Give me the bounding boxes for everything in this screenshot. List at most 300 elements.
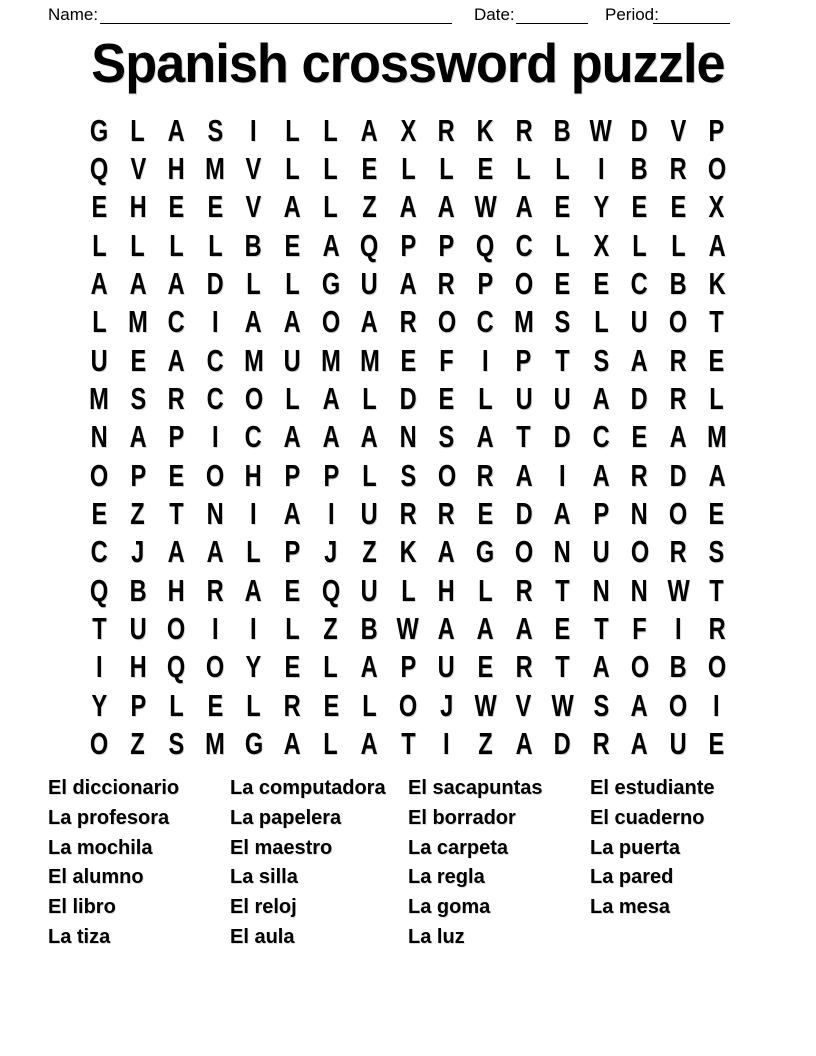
grid-letter: U bbox=[283, 342, 301, 378]
grid-letter-cell bbox=[620, 379, 659, 417]
grid-letter: I bbox=[96, 649, 103, 685]
word-item: La mochila bbox=[48, 836, 153, 859]
grid-letter-cell bbox=[698, 379, 737, 417]
grid-letter-cell bbox=[582, 188, 621, 226]
grid-letter: A bbox=[245, 304, 263, 340]
grid-letter: S bbox=[130, 381, 146, 417]
grid-letter: L bbox=[169, 687, 184, 723]
grid-letter-cell bbox=[80, 226, 119, 264]
grid-letter: R bbox=[399, 304, 417, 340]
word-item: La silla bbox=[230, 866, 298, 889]
grid-letter: P bbox=[400, 649, 416, 685]
grid-letter: H bbox=[438, 572, 456, 608]
grid-letter: I bbox=[250, 611, 257, 647]
grid-letter: L bbox=[285, 611, 300, 647]
grid-letter: W bbox=[396, 611, 420, 647]
grid-letter-cell bbox=[620, 149, 659, 187]
grid-letter-cell bbox=[80, 188, 119, 226]
grid-letter-cell bbox=[234, 571, 273, 609]
grid-letter-cell bbox=[620, 609, 659, 647]
grid-letter: D bbox=[631, 112, 649, 148]
grid-letter-cell bbox=[620, 725, 659, 763]
grid-letter: L bbox=[92, 227, 107, 263]
grid-letter-cell bbox=[659, 456, 698, 494]
grid-letter: L bbox=[285, 112, 300, 148]
grid-letter: M bbox=[321, 342, 341, 378]
grid-letter-cell bbox=[196, 648, 235, 686]
grid-letter: C bbox=[476, 304, 494, 340]
grid-letter: W bbox=[551, 687, 574, 723]
grid-letter: O bbox=[321, 304, 341, 340]
grid-letter-cell bbox=[698, 648, 737, 686]
grid-letter-cell bbox=[119, 379, 158, 417]
grid-letter: I bbox=[211, 611, 219, 647]
grid-letter-cell bbox=[350, 648, 389, 686]
grid-letter: A bbox=[167, 342, 185, 378]
grid-letter-cell bbox=[427, 149, 466, 187]
grid-letter-cell bbox=[620, 111, 659, 149]
word-item: La luz bbox=[408, 925, 465, 948]
grid-letter: Z bbox=[478, 726, 493, 762]
grid-letter-cell bbox=[505, 725, 544, 763]
grid-letter: R bbox=[631, 457, 649, 493]
grid-letter-cell bbox=[273, 341, 312, 379]
grid-letter: J bbox=[440, 687, 454, 723]
word-item: La papelera bbox=[230, 806, 342, 829]
grid-letter-cell bbox=[196, 609, 235, 647]
grid-letter: Q bbox=[321, 572, 341, 608]
grid-letter: C bbox=[90, 534, 108, 570]
grid-letter-cell bbox=[543, 648, 582, 686]
grid-letter: W bbox=[474, 189, 497, 225]
grid-letter: Q bbox=[476, 227, 495, 263]
grid-letter: L bbox=[478, 572, 493, 608]
grid-letter: N bbox=[399, 419, 417, 455]
grid-letter: L bbox=[285, 266, 300, 302]
grid-letter-cell bbox=[119, 494, 158, 532]
grid-letter-cell bbox=[466, 571, 505, 609]
grid-letter-cell bbox=[582, 111, 621, 149]
grid-letter: Z bbox=[362, 534, 377, 570]
grid-letter: C bbox=[631, 266, 649, 302]
grid-letter: K bbox=[708, 266, 726, 302]
grid-letter-cell bbox=[543, 111, 582, 149]
grid-letter: H bbox=[245, 457, 263, 493]
grid-letter-cell bbox=[698, 188, 737, 226]
word-item: La mesa bbox=[590, 896, 671, 919]
grid-letter: B bbox=[631, 151, 649, 187]
grid-letter-cell bbox=[157, 686, 196, 724]
grid-letter-cell bbox=[80, 379, 119, 417]
grid-letter: E bbox=[631, 419, 648, 455]
grid-letter: V bbox=[670, 112, 687, 148]
grid-letter-cell bbox=[350, 686, 389, 724]
grid-letter: P bbox=[477, 266, 494, 302]
grid-letter-cell bbox=[505, 571, 544, 609]
word-item: La profesora bbox=[48, 806, 170, 829]
grid-letter-cell bbox=[389, 188, 428, 226]
grid-letter: S bbox=[207, 112, 223, 148]
grid-letter: L bbox=[555, 227, 570, 263]
grid-letter-cell bbox=[659, 379, 698, 417]
grid-letter: S bbox=[168, 726, 185, 762]
grid-letter: Q bbox=[90, 151, 109, 187]
grid-letter-cell bbox=[505, 456, 544, 494]
grid-letter: A bbox=[360, 304, 378, 340]
grid-letter: H bbox=[167, 572, 185, 608]
grid-letter: T bbox=[593, 611, 609, 647]
grid-letter: A bbox=[167, 112, 185, 148]
grid-letter-cell bbox=[620, 571, 659, 609]
grid-letter-cell bbox=[196, 533, 235, 571]
grid-letter-cell bbox=[157, 149, 196, 187]
grid-letter-cell bbox=[466, 533, 505, 571]
grid-letter: F bbox=[439, 342, 454, 378]
name-blank-line bbox=[100, 2, 452, 24]
grid-letter-cell bbox=[80, 264, 119, 302]
grid-letter: D bbox=[553, 726, 571, 762]
grid-letter-cell bbox=[505, 609, 544, 647]
grid-letter: K bbox=[476, 112, 494, 148]
grid-letter-cell bbox=[466, 456, 505, 494]
grid-letter: L bbox=[130, 112, 146, 148]
grid-letter-cell bbox=[157, 188, 196, 226]
grid-letter-cell bbox=[505, 149, 544, 187]
grid-letter: X bbox=[400, 112, 416, 148]
grid-letter-cell bbox=[234, 303, 273, 341]
grid-letter-cell bbox=[543, 456, 582, 494]
grid-letter-cell bbox=[698, 456, 737, 494]
grid-letter: B bbox=[245, 227, 263, 263]
grid-letter: U bbox=[669, 726, 687, 762]
grid-letter-cell bbox=[582, 341, 621, 379]
grid-letter: D bbox=[631, 381, 649, 417]
word-item: El libro bbox=[48, 896, 116, 919]
grid-letter-cell bbox=[350, 188, 389, 226]
grid-letter-cell bbox=[389, 341, 428, 379]
grid-letter: N bbox=[631, 572, 649, 608]
grid-letter-cell bbox=[196, 341, 235, 379]
grid-letter: A bbox=[360, 112, 378, 148]
grid-letter: Y bbox=[593, 189, 609, 225]
grid-letter-cell bbox=[119, 264, 158, 302]
grid-letter: E bbox=[554, 266, 571, 302]
grid-letter-cell bbox=[698, 111, 737, 149]
grid-letter-cell bbox=[157, 226, 196, 264]
grid-letter-cell bbox=[273, 533, 312, 571]
grid-letter-cell bbox=[196, 571, 235, 609]
grid-letter: A bbox=[669, 419, 687, 455]
grid-letter: U bbox=[592, 534, 610, 570]
grid-letter: L bbox=[323, 151, 339, 187]
grid-letter-cell bbox=[582, 686, 621, 724]
grid-letter-cell bbox=[234, 226, 273, 264]
grid-letter: I bbox=[674, 611, 682, 647]
grid-letter-cell bbox=[582, 609, 621, 647]
grid-letter: J bbox=[324, 534, 338, 570]
grid-letter: R bbox=[399, 496, 417, 532]
word-column bbox=[408, 774, 543, 953]
grid-letter: R bbox=[167, 381, 185, 417]
grid-letter: R bbox=[669, 534, 687, 570]
grid-letter-cell bbox=[659, 303, 698, 341]
grid-letter-cell bbox=[312, 303, 351, 341]
grid-letter-cell bbox=[312, 264, 351, 302]
grid-letter-cell bbox=[659, 341, 698, 379]
grid-letter: U bbox=[360, 266, 378, 302]
grid-letter-cell bbox=[312, 379, 351, 417]
grid-letter-cell bbox=[80, 303, 119, 341]
grid-letter: P bbox=[284, 457, 301, 493]
grid-letter-cell bbox=[698, 226, 737, 264]
grid-letter: E bbox=[708, 496, 725, 532]
grid-letter-cell bbox=[698, 725, 737, 763]
grid-letter: L bbox=[400, 151, 416, 187]
grid-letter-cell bbox=[273, 226, 312, 264]
grid-letter-cell bbox=[80, 418, 119, 456]
grid-letter: O bbox=[669, 496, 688, 532]
grid-letter: E bbox=[631, 189, 648, 225]
grid-letter: E bbox=[670, 189, 687, 225]
grid-letter: E bbox=[477, 649, 494, 685]
grid-letter: T bbox=[516, 419, 532, 455]
grid-letter-cell bbox=[505, 648, 544, 686]
grid-letter-cell bbox=[196, 725, 235, 763]
word-column bbox=[590, 774, 714, 923]
grid-letter-cell bbox=[427, 341, 466, 379]
grid-letter: A bbox=[129, 419, 147, 455]
grid-letter: T bbox=[92, 611, 107, 647]
grid-letter: O bbox=[205, 649, 225, 685]
grid-letter: V bbox=[245, 189, 262, 225]
grid-letter-cell bbox=[505, 686, 544, 724]
grid-letter: G bbox=[90, 112, 109, 148]
grid-letter: A bbox=[515, 726, 533, 762]
grid-letter-cell bbox=[350, 341, 389, 379]
grid-letter-cell bbox=[582, 533, 621, 571]
grid-letter: D bbox=[553, 419, 571, 455]
grid-letter: J bbox=[131, 534, 145, 570]
grid-letter: K bbox=[399, 534, 417, 570]
grid-letter: E bbox=[207, 687, 223, 723]
grid-letter: R bbox=[476, 457, 494, 493]
grid-letter: O bbox=[437, 304, 456, 340]
grid-letter-cell bbox=[119, 609, 158, 647]
grid-letter-cell bbox=[466, 111, 505, 149]
grid-letter: X bbox=[593, 227, 609, 263]
grid-letter-cell bbox=[389, 648, 428, 686]
grid-letter: L bbox=[671, 227, 686, 263]
grid-letter: O bbox=[707, 151, 726, 187]
grid-letter: M bbox=[128, 304, 148, 340]
grid-letter: L bbox=[130, 227, 146, 263]
grid-letter: I bbox=[481, 342, 489, 378]
grid-letter-cell bbox=[466, 341, 505, 379]
grid-letter-cell bbox=[157, 379, 196, 417]
grid-letter-cell bbox=[427, 418, 466, 456]
grid-letter-cell bbox=[698, 494, 737, 532]
grid-letter-cell bbox=[80, 149, 119, 187]
grid-letter: A bbox=[283, 726, 301, 762]
grid-letter-cell bbox=[273, 264, 312, 302]
grid-letter-cell bbox=[505, 533, 544, 571]
grid-letter: W bbox=[589, 112, 613, 148]
grid-letter: E bbox=[168, 457, 185, 493]
grid-letter-cell bbox=[234, 725, 273, 763]
grid-letter-cell bbox=[389, 418, 428, 456]
grid-letter: L bbox=[362, 381, 377, 417]
grid-letter: E bbox=[91, 496, 108, 532]
grid-letter: L bbox=[246, 687, 261, 723]
grid-letter-cell bbox=[119, 226, 158, 264]
grid-letter: R bbox=[592, 726, 610, 762]
grid-letter-cell bbox=[80, 341, 119, 379]
grid-letter-cell bbox=[543, 149, 582, 187]
grid-letter: L bbox=[400, 572, 416, 608]
grid-letter-cell bbox=[698, 609, 737, 647]
grid-letter: L bbox=[516, 151, 532, 187]
grid-letter: A bbox=[167, 266, 185, 302]
grid-letter: O bbox=[630, 649, 649, 685]
grid-letter: W bbox=[474, 687, 497, 723]
grid-letter: P bbox=[593, 496, 609, 532]
grid-letter-cell bbox=[157, 456, 196, 494]
grid-letter-cell bbox=[620, 226, 659, 264]
grid-letter: O bbox=[205, 457, 225, 493]
grid-letter-cell bbox=[312, 418, 351, 456]
grid-letter-cell bbox=[80, 533, 119, 571]
grid-letter: U bbox=[360, 572, 378, 608]
grid-letter-cell bbox=[234, 341, 273, 379]
grid-letter: A bbox=[592, 381, 610, 417]
grid-letter-cell bbox=[80, 494, 119, 532]
grid-letter-cell bbox=[543, 303, 582, 341]
word-item: El alumno bbox=[48, 866, 144, 889]
grid-letter: L bbox=[92, 304, 107, 340]
grid-letter: U bbox=[360, 496, 378, 532]
grid-letter-cell bbox=[505, 264, 544, 302]
grid-letter-cell bbox=[505, 494, 544, 532]
grid-letter: U bbox=[631, 304, 649, 340]
grid-letter: I bbox=[713, 687, 721, 723]
word-item: La puerta bbox=[590, 836, 681, 859]
grid-letter-cell bbox=[698, 341, 737, 379]
grid-letter: C bbox=[167, 304, 185, 340]
grid-letter: H bbox=[129, 189, 147, 225]
grid-letter: R bbox=[438, 496, 456, 532]
grid-letter-cell bbox=[119, 725, 158, 763]
grid-letter-cell bbox=[312, 226, 351, 264]
grid-letter: Z bbox=[362, 189, 377, 225]
grid-letter: A bbox=[438, 189, 456, 225]
grid-letter-cell bbox=[543, 341, 582, 379]
grid-letter: W bbox=[667, 572, 690, 608]
grid-letter: Z bbox=[323, 611, 339, 647]
grid-letter-cell bbox=[505, 111, 544, 149]
grid-letter: B bbox=[129, 572, 147, 608]
grid-letter: Y bbox=[91, 687, 108, 723]
grid-letter: A bbox=[553, 496, 571, 532]
grid-letter-cell bbox=[196, 303, 235, 341]
grid-letter-cell bbox=[119, 341, 158, 379]
grid-letter-cell bbox=[543, 686, 582, 724]
grid-letter-cell bbox=[234, 648, 273, 686]
grid-letter: A bbox=[360, 726, 378, 762]
grid-letter: T bbox=[555, 649, 570, 685]
grid-letter: A bbox=[476, 419, 494, 455]
grid-letter-cell bbox=[582, 264, 621, 302]
grid-letter-cell bbox=[389, 533, 428, 571]
grid-letter: E bbox=[168, 189, 185, 225]
grid-letter: N bbox=[206, 496, 224, 532]
grid-letter-cell bbox=[234, 609, 273, 647]
grid-letter: T bbox=[709, 304, 724, 340]
grid-letter-cell bbox=[389, 149, 428, 187]
grid-letter: S bbox=[438, 419, 455, 455]
grid-letter: L bbox=[709, 381, 724, 417]
grid-letter-cell bbox=[427, 111, 466, 149]
grid-letter-cell bbox=[157, 609, 196, 647]
grid-letter-cell bbox=[273, 725, 312, 763]
grid-letter: E bbox=[322, 687, 339, 723]
grid-letter-cell bbox=[543, 418, 582, 456]
grid-letter-cell bbox=[659, 418, 698, 456]
grid-letter: D bbox=[206, 266, 224, 302]
grid-letter-cell bbox=[698, 149, 737, 187]
word-item: El cuaderno bbox=[590, 806, 705, 829]
grid-letter: A bbox=[438, 611, 456, 647]
grid-letter-cell bbox=[157, 264, 196, 302]
grid-letter-cell bbox=[659, 609, 698, 647]
grid-letter-cell bbox=[698, 303, 737, 341]
word-item: La regla bbox=[408, 866, 485, 889]
grid-letter: E bbox=[207, 189, 223, 225]
grid-letter: E bbox=[554, 611, 571, 647]
grid-letter: U bbox=[515, 381, 533, 417]
grid-letter: A bbox=[399, 266, 417, 302]
grid-letter: E bbox=[477, 496, 494, 532]
grid-letter-cell bbox=[273, 494, 312, 532]
grid-letter-cell bbox=[234, 533, 273, 571]
page-title: Spanish crossword puzzle bbox=[91, 32, 725, 94]
grid-letter: T bbox=[169, 496, 184, 532]
grid-letter-cell bbox=[273, 379, 312, 417]
grid-letter: B bbox=[669, 266, 687, 302]
grid-letter: C bbox=[515, 227, 533, 263]
grid-letter: Y bbox=[245, 649, 262, 685]
grid-letter: A bbox=[476, 611, 494, 647]
grid-letter-cell bbox=[466, 188, 505, 226]
grid-letter: X bbox=[708, 189, 725, 225]
grid-letter-cell bbox=[659, 686, 698, 724]
grid-letter: I bbox=[597, 151, 605, 187]
grid-letter-cell bbox=[273, 418, 312, 456]
grid-letter-cell bbox=[659, 226, 698, 264]
grid-letter: S bbox=[593, 342, 609, 378]
grid-letter-cell bbox=[312, 494, 351, 532]
grid-letter-cell bbox=[80, 609, 119, 647]
grid-letter: L bbox=[478, 381, 493, 417]
grid-letter: A bbox=[708, 457, 726, 493]
grid-letter-cell bbox=[350, 149, 389, 187]
grid-letter: R bbox=[708, 611, 726, 647]
grid-letter: C bbox=[592, 419, 610, 455]
grid-letter-cell bbox=[582, 494, 621, 532]
grid-letter-cell bbox=[427, 188, 466, 226]
grid-letter-cell bbox=[350, 111, 389, 149]
grid-letter-cell bbox=[582, 571, 621, 609]
grid-letter: P bbox=[515, 342, 532, 378]
